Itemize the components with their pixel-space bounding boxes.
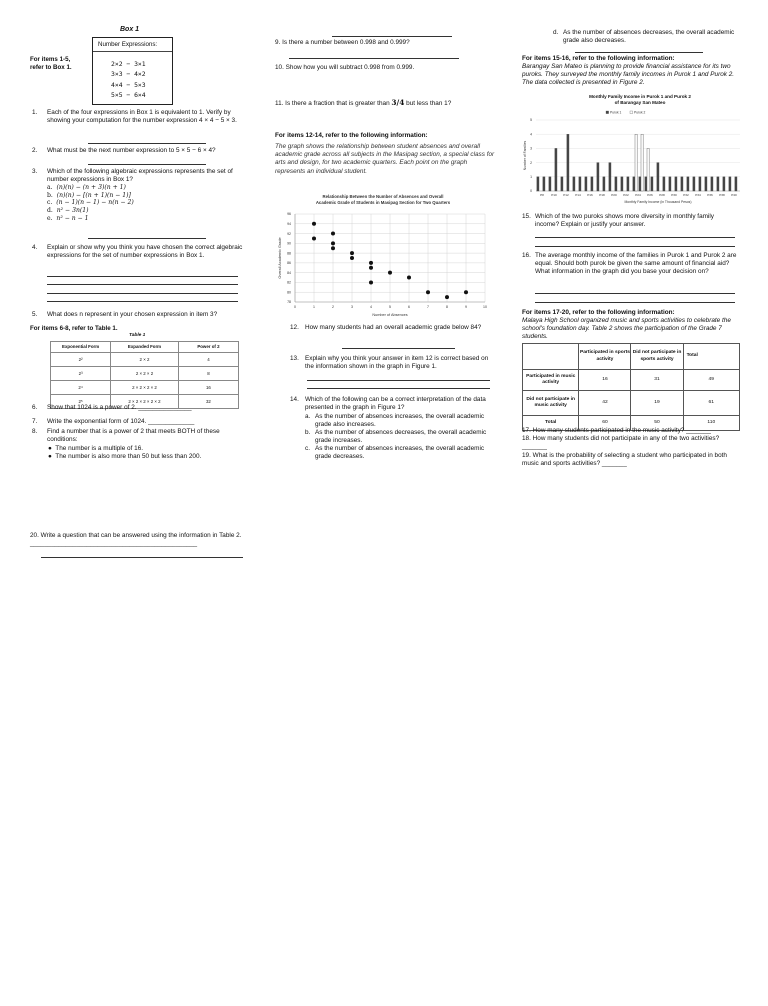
legend-swatch — [606, 111, 609, 114]
legend-swatch — [630, 111, 633, 114]
info-paragraph: Malaya High School organized music and sports activities to celebrate the school's foundation day. Table 2 shows the participation of the Grade 7 students. — [522, 317, 731, 341]
fraction: 3/4 — [391, 98, 405, 107]
y-tick-label: 88 — [287, 251, 291, 256]
x-tick-label: P8 — [540, 193, 544, 197]
table-row — [51, 367, 239, 381]
table-cell: 4 — [178, 353, 238, 367]
chart1-title-line: Academic Grade of Students in Masipag Section for Two Quarters — [315, 200, 451, 205]
top-rule — [332, 36, 452, 37]
bar — [537, 177, 539, 191]
bar — [543, 177, 545, 191]
x-tick-label: P12 — [563, 193, 569, 197]
x-tick-label: P10 — [551, 193, 557, 197]
table-row — [523, 370, 740, 391]
data-point — [464, 290, 468, 294]
x-tick-label: 3 — [351, 305, 353, 309]
chart1-title — [283, 194, 483, 206]
x-tick-label: P40 — [731, 193, 737, 197]
bar — [603, 177, 605, 191]
table-cell: 110 — [683, 416, 739, 431]
bar — [549, 177, 551, 191]
data-point — [407, 276, 411, 280]
table-row — [523, 391, 740, 416]
bar — [561, 177, 563, 191]
option-e[interactable]: e. n² − n − 1 — [47, 214, 89, 222]
y-tick-label: 78 — [287, 300, 291, 305]
table-header-row — [51, 342, 239, 353]
x-tick-labels — [294, 305, 487, 309]
x-tick-label: 10 — [483, 305, 487, 309]
answer-line[interactable] — [535, 302, 735, 303]
answer-line[interactable] — [88, 238, 206, 239]
bar — [621, 177, 623, 191]
chart1-title-line: Relationship Between the Number of Absences and Overall — [322, 194, 444, 199]
question-11: 11. Is there a fraction that is greater than 3/4 but less than 1? — [275, 98, 452, 107]
answer-line[interactable] — [535, 293, 735, 294]
question-text: Explain or show why you think you have chosen the correct algebraic expressions for the set of number expressions in Box 1. — [47, 244, 243, 260]
expression: 5×5 − 6×4 — [111, 90, 146, 99]
x-tick-labels — [540, 193, 737, 197]
answer-line[interactable] — [88, 143, 206, 144]
y-tick-label: 96 — [287, 212, 291, 217]
x-tick-label: 1 — [313, 305, 315, 309]
bar — [687, 177, 689, 191]
table-row-label: Did not participate in music activity — [523, 391, 579, 416]
y-tick-label: 4 — [530, 132, 532, 137]
x-tick-label: P24 — [635, 193, 641, 197]
bar-chart — [522, 108, 744, 210]
question-text: Which of the following algebraic expressions represents the set of number expressions in Box 1? — [47, 168, 233, 184]
question-17: 17. How many students participated in the music activity? _______ — [522, 427, 711, 434]
bar — [705, 177, 707, 191]
question-19: 19. What is the probability of selecting a student who participated in both music and sports activities? _______ — [522, 452, 727, 468]
bar — [635, 134, 637, 191]
info-paragraph: The graph shows the relationship between student absences and overall academic grade across all subjects in the Masipag section, a special class for arts and design, for two academic quarters. Each point on the graph represents an individual student. — [275, 143, 495, 175]
table-row-label: Total — [523, 416, 579, 431]
table-header: Expanded Form — [111, 342, 179, 353]
option-a[interactable]: a. As the number of absences increases, the overall academic grade also increases. — [305, 413, 485, 428]
info-paragraph: Barangay San Mateo is planning to provide financial assistance for its two puroks. They surveyed the monthly family incomes in Purok 1 and Purok 2. The data collected is presented in Figure 2. — [522, 63, 735, 87]
bar — [567, 134, 569, 191]
y-tick-label: 0 — [530, 189, 532, 194]
bar — [641, 134, 643, 191]
question-number: 6. — [32, 404, 38, 411]
bar — [585, 177, 587, 191]
bar — [639, 177, 641, 191]
legend-label: Purok 1 — [610, 110, 622, 115]
table-cell: 60 — [579, 416, 631, 431]
table-header: Power of 2 — [178, 342, 238, 353]
option-b[interactable]: b. (n)(n) − [(n + 1)(n − 1)] — [47, 191, 131, 199]
question-number: 16. — [522, 252, 531, 259]
y-tick-label: 86 — [287, 261, 291, 266]
x-tick-label: P26 — [647, 193, 653, 197]
chart-grid — [536, 120, 740, 191]
question-number: 14. — [290, 396, 299, 403]
chart-legend — [606, 111, 646, 115]
x-axis-label: Number of Absences — [372, 313, 408, 317]
x-tick-label: P18 — [599, 193, 605, 197]
table-header: Participated in sports activity — [579, 344, 631, 370]
table-header-row — [523, 344, 740, 370]
y-tick-label: 90 — [287, 241, 291, 246]
table-cell: 2 × 2 — [111, 353, 179, 367]
option-d[interactable]: d. As the number of absences decreases, the overall academic grade also decreases. — [553, 29, 735, 45]
q3-options — [47, 184, 134, 223]
list-item: ● The number is a multiple of 16. — [48, 445, 144, 452]
question-number: 7. — [32, 418, 38, 425]
items-15-16-ref: For items 15-16, refer to the following information: — [522, 55, 675, 62]
data-point — [426, 290, 430, 294]
option-a[interactable]: a. (n)(n) − (n + 3)(n + 1) — [47, 184, 126, 191]
question-text: How many students had an overall academic grade below 84? — [305, 324, 482, 331]
bar — [729, 177, 731, 191]
bar — [675, 177, 677, 191]
data-point — [312, 236, 316, 240]
answer-line[interactable] — [307, 388, 490, 389]
question-number: 15. — [522, 213, 531, 220]
expression: 3×3 − 4×2 — [111, 70, 146, 79]
bar — [723, 177, 725, 191]
table-cell: 19 — [631, 391, 683, 416]
items-17-20-ref: For items 17-20, refer to the following information: — [522, 309, 675, 316]
data-point — [331, 241, 335, 245]
bar — [711, 177, 713, 191]
question-text: Show that 1024 is a power of 2. _______________ — [47, 404, 192, 411]
data-point — [369, 261, 373, 265]
question-number: 5. — [32, 311, 38, 318]
question-text: What must be the next number expression to 5 × 5 − 6 × 4? — [47, 147, 216, 154]
expression: 4×4 − 5×3 — [111, 80, 146, 89]
table-cell: 32 — [178, 395, 238, 409]
answer-line[interactable] — [41, 557, 243, 558]
chart2-title-line: of Barangay San Mateo — [614, 100, 666, 105]
data-point — [369, 266, 373, 270]
items-ref-line1: For items 1-5, — [30, 56, 71, 63]
table-cell: 2 × 2 × 2 — [111, 367, 179, 381]
bar — [717, 177, 719, 191]
question-18: 18. How many students did not participate in any of the two activities? _______ — [522, 435, 720, 451]
q8-conditions — [48, 445, 201, 461]
x-tick-label: P22 — [623, 193, 629, 197]
bar — [573, 177, 575, 191]
table-cell: 16 — [178, 381, 238, 395]
bar — [699, 177, 701, 191]
question-10: 10. Show how you will subtract 0.998 from 0.999. — [275, 64, 415, 71]
y-tick-label: 2 — [530, 160, 532, 165]
list-item: ● The number is also more than 50 but less than 200. — [48, 453, 202, 460]
answer-line[interactable] — [535, 237, 735, 238]
table-cell: 61 — [683, 391, 739, 416]
items-ref-line2: refer to Box 1. — [30, 64, 72, 71]
table-row — [51, 353, 239, 367]
table-cell: 2 × 2 × 2 × 2 — [111, 381, 179, 395]
bar — [615, 177, 617, 191]
option-c[interactable]: c. (n − 1)(n − 1) − n(n − 2) — [47, 199, 134, 207]
x-tick-label: 7 — [427, 305, 429, 309]
bar — [663, 177, 665, 191]
question-number: 3. — [32, 168, 38, 175]
x-tick-label: P34 — [695, 193, 701, 197]
question-text: Find a number that is a power of 2 that meets BOTH of these conditions: — [47, 428, 220, 444]
x-axis-label: Monthly Family Income (in Thousand Pesos) — [624, 200, 692, 204]
box1-title: Box 1 — [120, 26, 140, 33]
x-tick-label: P20 — [611, 193, 617, 197]
bar — [657, 163, 659, 191]
table-cell: 2³ — [51, 367, 111, 381]
question-20 — [30, 532, 248, 548]
x-tick-label: P28 — [659, 193, 665, 197]
answer-line[interactable] — [289, 58, 459, 59]
y-tick-label: 5 — [530, 118, 532, 123]
scatter-chart — [275, 208, 495, 323]
bar — [591, 177, 593, 191]
x-tick-label: P30 — [671, 193, 677, 197]
bar — [627, 177, 629, 191]
y-axis-label: Overall Academic Grade — [278, 237, 282, 279]
bar — [681, 177, 683, 191]
question-number: 1. — [32, 109, 38, 116]
table-cell: 2² — [51, 353, 111, 367]
question-number: 2. — [32, 147, 38, 154]
answer-line[interactable] — [307, 380, 490, 381]
table-cell: 2 × 2 × 2 × 2 × 2 — [111, 395, 179, 409]
x-tick-label: P32 — [683, 193, 689, 197]
x-tick-label: P16 — [587, 193, 593, 197]
y-tick-label: 3 — [530, 146, 532, 151]
question-text: Explain why you think your answer in item 12 is correct based on the information shown in the graph in Figure 1. — [305, 355, 489, 371]
chart2-title — [540, 94, 740, 106]
table-row-label: Participated in music activity — [523, 370, 579, 391]
data-point — [331, 232, 335, 236]
legend-label: Purok 2 — [634, 110, 646, 115]
x-tick-label: P38 — [719, 193, 725, 197]
x-tick-label: 5 — [389, 305, 391, 309]
bar — [693, 177, 695, 191]
table-header: Exponential Form — [51, 342, 111, 353]
top-rule — [575, 52, 703, 53]
question-number: 13. — [290, 355, 299, 362]
x-tick-label: P14 — [575, 193, 581, 197]
data-point — [388, 271, 392, 275]
answer-line[interactable] — [47, 284, 238, 285]
box1-heading-cell — [93, 38, 172, 52]
option-c[interactable]: c. As the number of absences increases, the overall academic grade decreases. — [305, 445, 485, 460]
answer-line[interactable] — [47, 276, 238, 277]
answer-line[interactable] — [88, 164, 206, 165]
y-tick-label: 92 — [287, 231, 291, 236]
table-cell: 8 — [178, 367, 238, 381]
answer-line[interactable] — [535, 246, 735, 247]
table-cell: 42 — [579, 391, 631, 416]
answer-line[interactable] — [47, 293, 238, 294]
data-point — [350, 251, 354, 255]
bar — [651, 177, 653, 191]
data-point — [445, 295, 449, 299]
table-row — [51, 381, 239, 395]
bar — [633, 177, 635, 191]
option-b[interactable]: b. As the number of absences decreases, the overall academic grade increases. — [305, 429, 487, 444]
question-number: 8. — [32, 428, 38, 435]
question-number: 12. — [290, 324, 299, 331]
question-text: 20. Write a question that can be answered using the information in Table 2. _______________________________________________ — [30, 532, 242, 548]
x-tick-label: 0 — [294, 305, 296, 309]
question-text: Which of the following can be a correct interpretation of the data presented in the graph in Figure 1? — [305, 396, 486, 412]
x-tick-label: 6 — [408, 305, 410, 309]
bar — [645, 177, 647, 191]
data-point — [369, 280, 373, 284]
answer-line[interactable] — [47, 301, 238, 302]
question-text: Which of the two puroks shows more diversity in monthly family income? Explain or justify your answer. — [535, 213, 715, 229]
option-d[interactable]: d. n² − 3n(1) — [47, 207, 89, 215]
table-cell: 16 — [579, 370, 631, 391]
expression: 2×2 − 3×1 — [111, 60, 146, 68]
y-tick-label: 82 — [287, 280, 291, 285]
table-cell: 2⁵ — [51, 395, 111, 409]
table-2 — [522, 343, 740, 431]
bar — [609, 163, 611, 191]
bar — [647, 148, 649, 191]
question-9: 9. Is there a number between 0.998 and 0.999? — [275, 39, 410, 46]
table1-title: Table 1 — [129, 333, 146, 338]
y-axis-label: Number of Families — [523, 140, 527, 171]
table-cell: 31 — [631, 370, 683, 391]
question-text: Write the exponential form of 1024. _____________ — [47, 418, 195, 425]
question-text: The average monthly income of the families in Purok 1 and Purok 2 are equal. Should both purok be given the same amount of financial aid? What information in the graph did you base your decision on? — [535, 252, 737, 276]
bar — [669, 177, 671, 191]
table-corner — [523, 344, 579, 370]
x-tick-label: 9 — [465, 305, 467, 309]
data-point — [350, 256, 354, 260]
bar — [555, 148, 557, 191]
expression-list — [111, 59, 146, 100]
bar — [579, 177, 581, 191]
table-header: Did not participate in sports activity — [631, 344, 683, 370]
items-12-14-ref: For items 12-14, refer to the following information: — [275, 132, 428, 139]
question-number: 4. — [32, 244, 38, 251]
box1 — [92, 37, 173, 105]
question-text: What does n represent in your chosen expression in item 3? — [47, 311, 218, 318]
table-cell: 2⁴ — [51, 381, 111, 395]
box1-heading: Number Expressions: — [98, 41, 158, 48]
y-tick-label: 94 — [287, 221, 291, 226]
answer-line[interactable] — [342, 348, 455, 349]
y-tick-labels — [287, 212, 291, 304]
bar — [735, 177, 737, 191]
y-tick-label: 80 — [287, 290, 291, 295]
table-cell: 50 — [631, 416, 683, 431]
x-tick-label: 2 — [332, 305, 334, 309]
chart-grid — [295, 214, 485, 302]
x-tick-label: 4 — [370, 305, 372, 309]
data-point — [312, 222, 316, 226]
x-tick-label: 8 — [446, 305, 448, 309]
question-text: Each of the four expressions in Box 1 is equivalent to 1. Verify by showing your computation for the number expression 4 × 4 − 5 × 3. — [47, 109, 237, 125]
q14-options — [305, 413, 495, 461]
items-6-8-ref: For items 6-8, refer to Table 1. — [30, 325, 118, 332]
y-tick-label: 84 — [287, 270, 291, 275]
data-point — [331, 246, 335, 250]
table-1 — [50, 341, 239, 409]
table-cell: 49 — [683, 370, 739, 391]
y-tick-label: 1 — [530, 175, 532, 179]
chart2-title-line: Monthly Family Income in Purok 1 and Purok 2 — [589, 94, 691, 99]
x-tick-label: P36 — [707, 193, 713, 197]
table-header: Total — [683, 344, 739, 370]
bar — [597, 163, 599, 191]
y-tick-labels — [530, 118, 532, 193]
